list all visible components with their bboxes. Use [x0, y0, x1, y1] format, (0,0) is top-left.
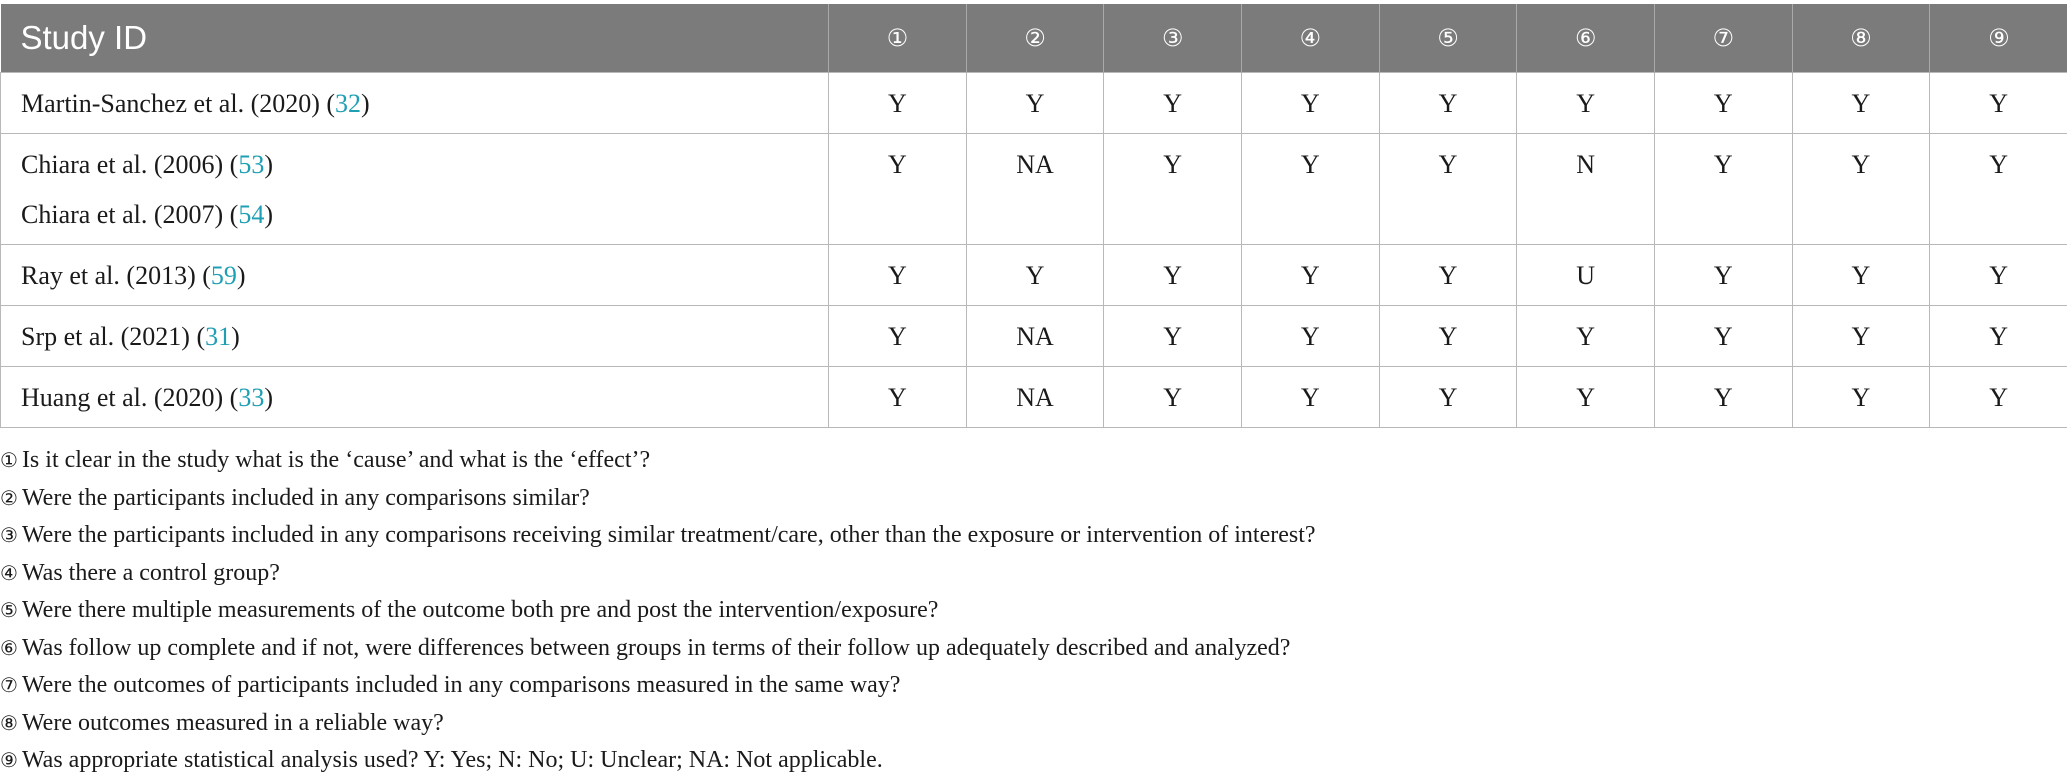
- rating-cell-q3: [1104, 133, 1242, 244]
- rating-cell-q9: [1930, 133, 2067, 244]
- study-citation: [21, 245, 828, 295]
- rating-cell-q5: [1379, 72, 1517, 133]
- rating-cell-q6: [1517, 244, 1655, 305]
- table-row: [1, 244, 2067, 305]
- rating-value: Y: [1438, 88, 1458, 118]
- closing-paren: ): [264, 382, 273, 412]
- rating-value: Y: [1989, 88, 2008, 118]
- study-name: Chiara et al. (2007) (: [21, 199, 239, 229]
- closing-paren: ): [264, 149, 273, 179]
- closing-paren: ): [361, 88, 370, 118]
- closing-paren: ): [231, 321, 240, 351]
- rating-cell-q2: [966, 133, 1104, 244]
- rating-cell-q1: [829, 72, 967, 133]
- study-citation: [21, 367, 828, 417]
- rating-value: Y: [1163, 321, 1183, 351]
- column-header-q9: ⑨: [1988, 23, 2010, 52]
- footnote-item: [0, 630, 2067, 668]
- rating-value: Y: [1300, 88, 1320, 118]
- quality-table-container: [0, 4, 2067, 428]
- column-header-q1: ①: [829, 4, 967, 72]
- rating-value: Y: [887, 260, 907, 290]
- rating-cell-q3: [1104, 244, 1242, 305]
- column-header-q4: ④: [1241, 4, 1379, 72]
- rating-cell-q9: [1930, 366, 2067, 427]
- rating-value: Y: [1851, 260, 1871, 290]
- reference-link[interactable]: 32: [335, 88, 362, 118]
- study-citation: [21, 306, 828, 356]
- rating-value: Y: [1300, 321, 1320, 351]
- reference-link[interactable]: 54: [238, 199, 265, 229]
- column-header-study-id: Study ID: [1, 4, 829, 72]
- footnote-text: Were outcomes measured in a reliable way?: [21, 709, 444, 736]
- closing-paren: ): [264, 199, 273, 229]
- rating-cell-q4: [1241, 366, 1379, 427]
- reference-link[interactable]: 31: [205, 321, 232, 351]
- rating-value: Y: [1989, 149, 2008, 179]
- rating-value: Y: [1851, 88, 1871, 118]
- footnote-item: [0, 517, 2067, 555]
- rating-value: Y: [1851, 149, 1871, 179]
- rating-cell-q7: [1654, 72, 1792, 133]
- rating-value: Y: [1163, 149, 1183, 179]
- rating-cell-q2: [966, 305, 1104, 366]
- rating-cell-q9: [1930, 305, 2067, 366]
- rating-cell-q3: [1104, 366, 1242, 427]
- rating-cell-q6: [1517, 133, 1655, 244]
- footnote-text: Were there multiple measurements of the outcome both pre and post the intervention/exposure?: [21, 597, 939, 623]
- study-id-cell: [1, 72, 829, 133]
- study-name: Ray et al. (2013) (: [21, 260, 211, 290]
- footnote-text: Was there a control group?: [21, 559, 280, 586]
- rating-value: Y: [1438, 321, 1458, 351]
- column-header-q2: ②: [966, 4, 1104, 72]
- rating-cell-q1: [829, 133, 967, 244]
- reference-link[interactable]: 59: [210, 260, 237, 290]
- rating-cell-q8: [1792, 366, 1930, 427]
- footnote-number: ③: [0, 523, 18, 547]
- study-id-cell: [1, 244, 829, 305]
- table-header-row: [1, 4, 2067, 72]
- rating-value: Y: [1163, 88, 1183, 118]
- footnote-number: ④: [0, 560, 18, 585]
- rating-value: Y: [1989, 382, 2008, 412]
- rating-cell-q1: [829, 366, 967, 427]
- rating-cell-q5: [1379, 305, 1517, 366]
- rating-cell-q5: [1379, 366, 1517, 427]
- rating-value: Y: [1713, 321, 1733, 351]
- rating-value: Y: [1851, 321, 1871, 351]
- footnote-number: ②: [0, 485, 18, 510]
- footnote-number: ⑨: [0, 748, 18, 772]
- rating-value: Y: [887, 149, 907, 179]
- study-citation: [21, 73, 828, 123]
- column-header-q8: ⑧: [1792, 4, 1930, 72]
- rating-value: Y: [1300, 260, 1320, 290]
- rating-value: Y: [1300, 149, 1320, 179]
- rating-cell-q8: [1792, 305, 1930, 366]
- table-footnotes: [0, 442, 2067, 780]
- rating-value: Y: [887, 382, 907, 412]
- rating-cell-q2: [966, 366, 1104, 427]
- footnote-item: [0, 442, 2067, 480]
- footnote-text: Was follow up complete and if not, were differences between groups in terms of their follow up adequately described and analyzed?: [21, 634, 1291, 661]
- rating-cell-q1: [829, 244, 967, 305]
- rating-cell-q4: [1241, 244, 1379, 305]
- rating-value: Y: [1989, 321, 2008, 351]
- rating-value: Y: [1713, 260, 1733, 290]
- reference-link[interactable]: 53: [238, 149, 265, 179]
- column-header-q3: ③: [1104, 4, 1242, 72]
- rating-value: Y: [1576, 321, 1595, 351]
- footnote-number: ⑧: [0, 710, 18, 735]
- rating-value: Y: [1025, 260, 1045, 290]
- rating-cell-q7: [1654, 133, 1792, 244]
- rating-cell-q8: [1792, 72, 1930, 133]
- rating-value: Y: [1851, 382, 1871, 412]
- rating-value: Y: [1713, 149, 1733, 179]
- rating-cell-q5: [1379, 244, 1517, 305]
- rating-cell-q2: [966, 244, 1104, 305]
- study-id-cell: [1, 366, 829, 427]
- rating-cell-q4: [1241, 72, 1379, 133]
- rating-value: U: [1576, 260, 1595, 290]
- rating-value: NA: [1016, 382, 1054, 412]
- rating-cell-q6: [1517, 305, 1655, 366]
- column-header-q6: ⑥: [1517, 4, 1655, 72]
- study-name: Srp et al. (2021) (: [21, 321, 206, 351]
- rating-cell-q9: [1930, 244, 2067, 305]
- rating-cell-q7: [1654, 244, 1792, 305]
- study-id-cell: [1, 305, 829, 366]
- rating-cell-q3: [1104, 72, 1242, 133]
- table-row: [1, 305, 2067, 366]
- rating-value: NA: [1016, 149, 1054, 179]
- footnote-text: Is it clear in the study what is the ‘cause’ and what is the ‘effect’?: [21, 447, 651, 473]
- rating-value: Y: [887, 321, 907, 351]
- rating-cell-q6: [1517, 366, 1655, 427]
- rating-cell-q2: [966, 72, 1104, 133]
- footnote-item: [0, 555, 2067, 593]
- column-header-q5: ⑤: [1379, 4, 1517, 72]
- footnote-item: [0, 480, 2067, 518]
- study-name: Martin-Sanchez et al. (2020) (: [21, 88, 336, 118]
- closing-paren: ): [236, 260, 246, 290]
- rating-value: Y: [1438, 149, 1458, 179]
- rating-value: Y: [1576, 382, 1595, 412]
- rating-value: Y: [887, 88, 907, 118]
- footnote-text: Were the outcomes of participants included in any comparisons measured in the same way?: [21, 672, 901, 698]
- rating-cell-q4: [1241, 133, 1379, 244]
- rating-value: Y: [1576, 88, 1595, 118]
- rating-cell-q7: [1654, 366, 1792, 427]
- rating-value: Y: [1713, 88, 1733, 118]
- rating-value: Y: [1438, 382, 1458, 412]
- rating-value: Y: [1163, 260, 1183, 290]
- rating-cell-q5: [1379, 133, 1517, 244]
- study-id-cell: [1, 133, 829, 244]
- study-name: Chiara et al. (2006) (: [21, 149, 239, 179]
- rating-cell-q9: [1930, 72, 2067, 133]
- rating-cell-q1: [829, 305, 967, 366]
- footnote-item: [0, 705, 2067, 743]
- rating-value: Y: [1025, 88, 1045, 118]
- column-header-q7: ⑦: [1654, 4, 1792, 72]
- table-row: [1, 366, 2067, 427]
- footnote-number: ①: [0, 448, 18, 472]
- rating-value: NA: [1016, 321, 1054, 351]
- footnote-item: [0, 667, 2067, 705]
- footnote-item: [0, 742, 2067, 780]
- study-citation: [21, 184, 828, 234]
- rating-cell-q3: [1104, 305, 1242, 366]
- rating-value: Y: [1713, 382, 1733, 412]
- table-row: [1, 133, 2067, 244]
- footnote-number: ⑦: [0, 673, 18, 697]
- rating-cell-q8: [1792, 244, 1930, 305]
- table-body: [1, 72, 2067, 427]
- reference-link[interactable]: 33: [238, 382, 265, 412]
- study-citation: [21, 134, 828, 184]
- footnote-number: ⑤: [0, 598, 18, 622]
- rating-cell-q8: [1792, 133, 1930, 244]
- rating-value: Y: [1300, 382, 1320, 412]
- footnote-text: Was appropriate statistical analysis used? Y: Yes; N: No; U: Unclear; NA: Not applicable.: [21, 747, 883, 773]
- study-name: Huang et al. (2020) (: [21, 382, 239, 412]
- rating-cell-q6: [1517, 72, 1655, 133]
- rating-value: Y: [1163, 382, 1183, 412]
- footnote-number: ⑥: [0, 635, 18, 660]
- footnote-text: Were the participants included in any comparisons receiving similar treatment/care, other than the exposure or intervention of interest?: [21, 522, 1316, 548]
- table-row: [1, 72, 2067, 133]
- footnote-text: Were the participants included in any comparisons similar?: [21, 484, 590, 511]
- rating-value: Y: [1438, 260, 1458, 290]
- quality-assessment-table: [0, 4, 2067, 428]
- rating-value: Y: [1989, 260, 2008, 290]
- rating-cell-q4: [1241, 305, 1379, 366]
- rating-cell-q7: [1654, 305, 1792, 366]
- rating-value: N: [1576, 149, 1595, 179]
- footnote-item: [0, 592, 2067, 630]
